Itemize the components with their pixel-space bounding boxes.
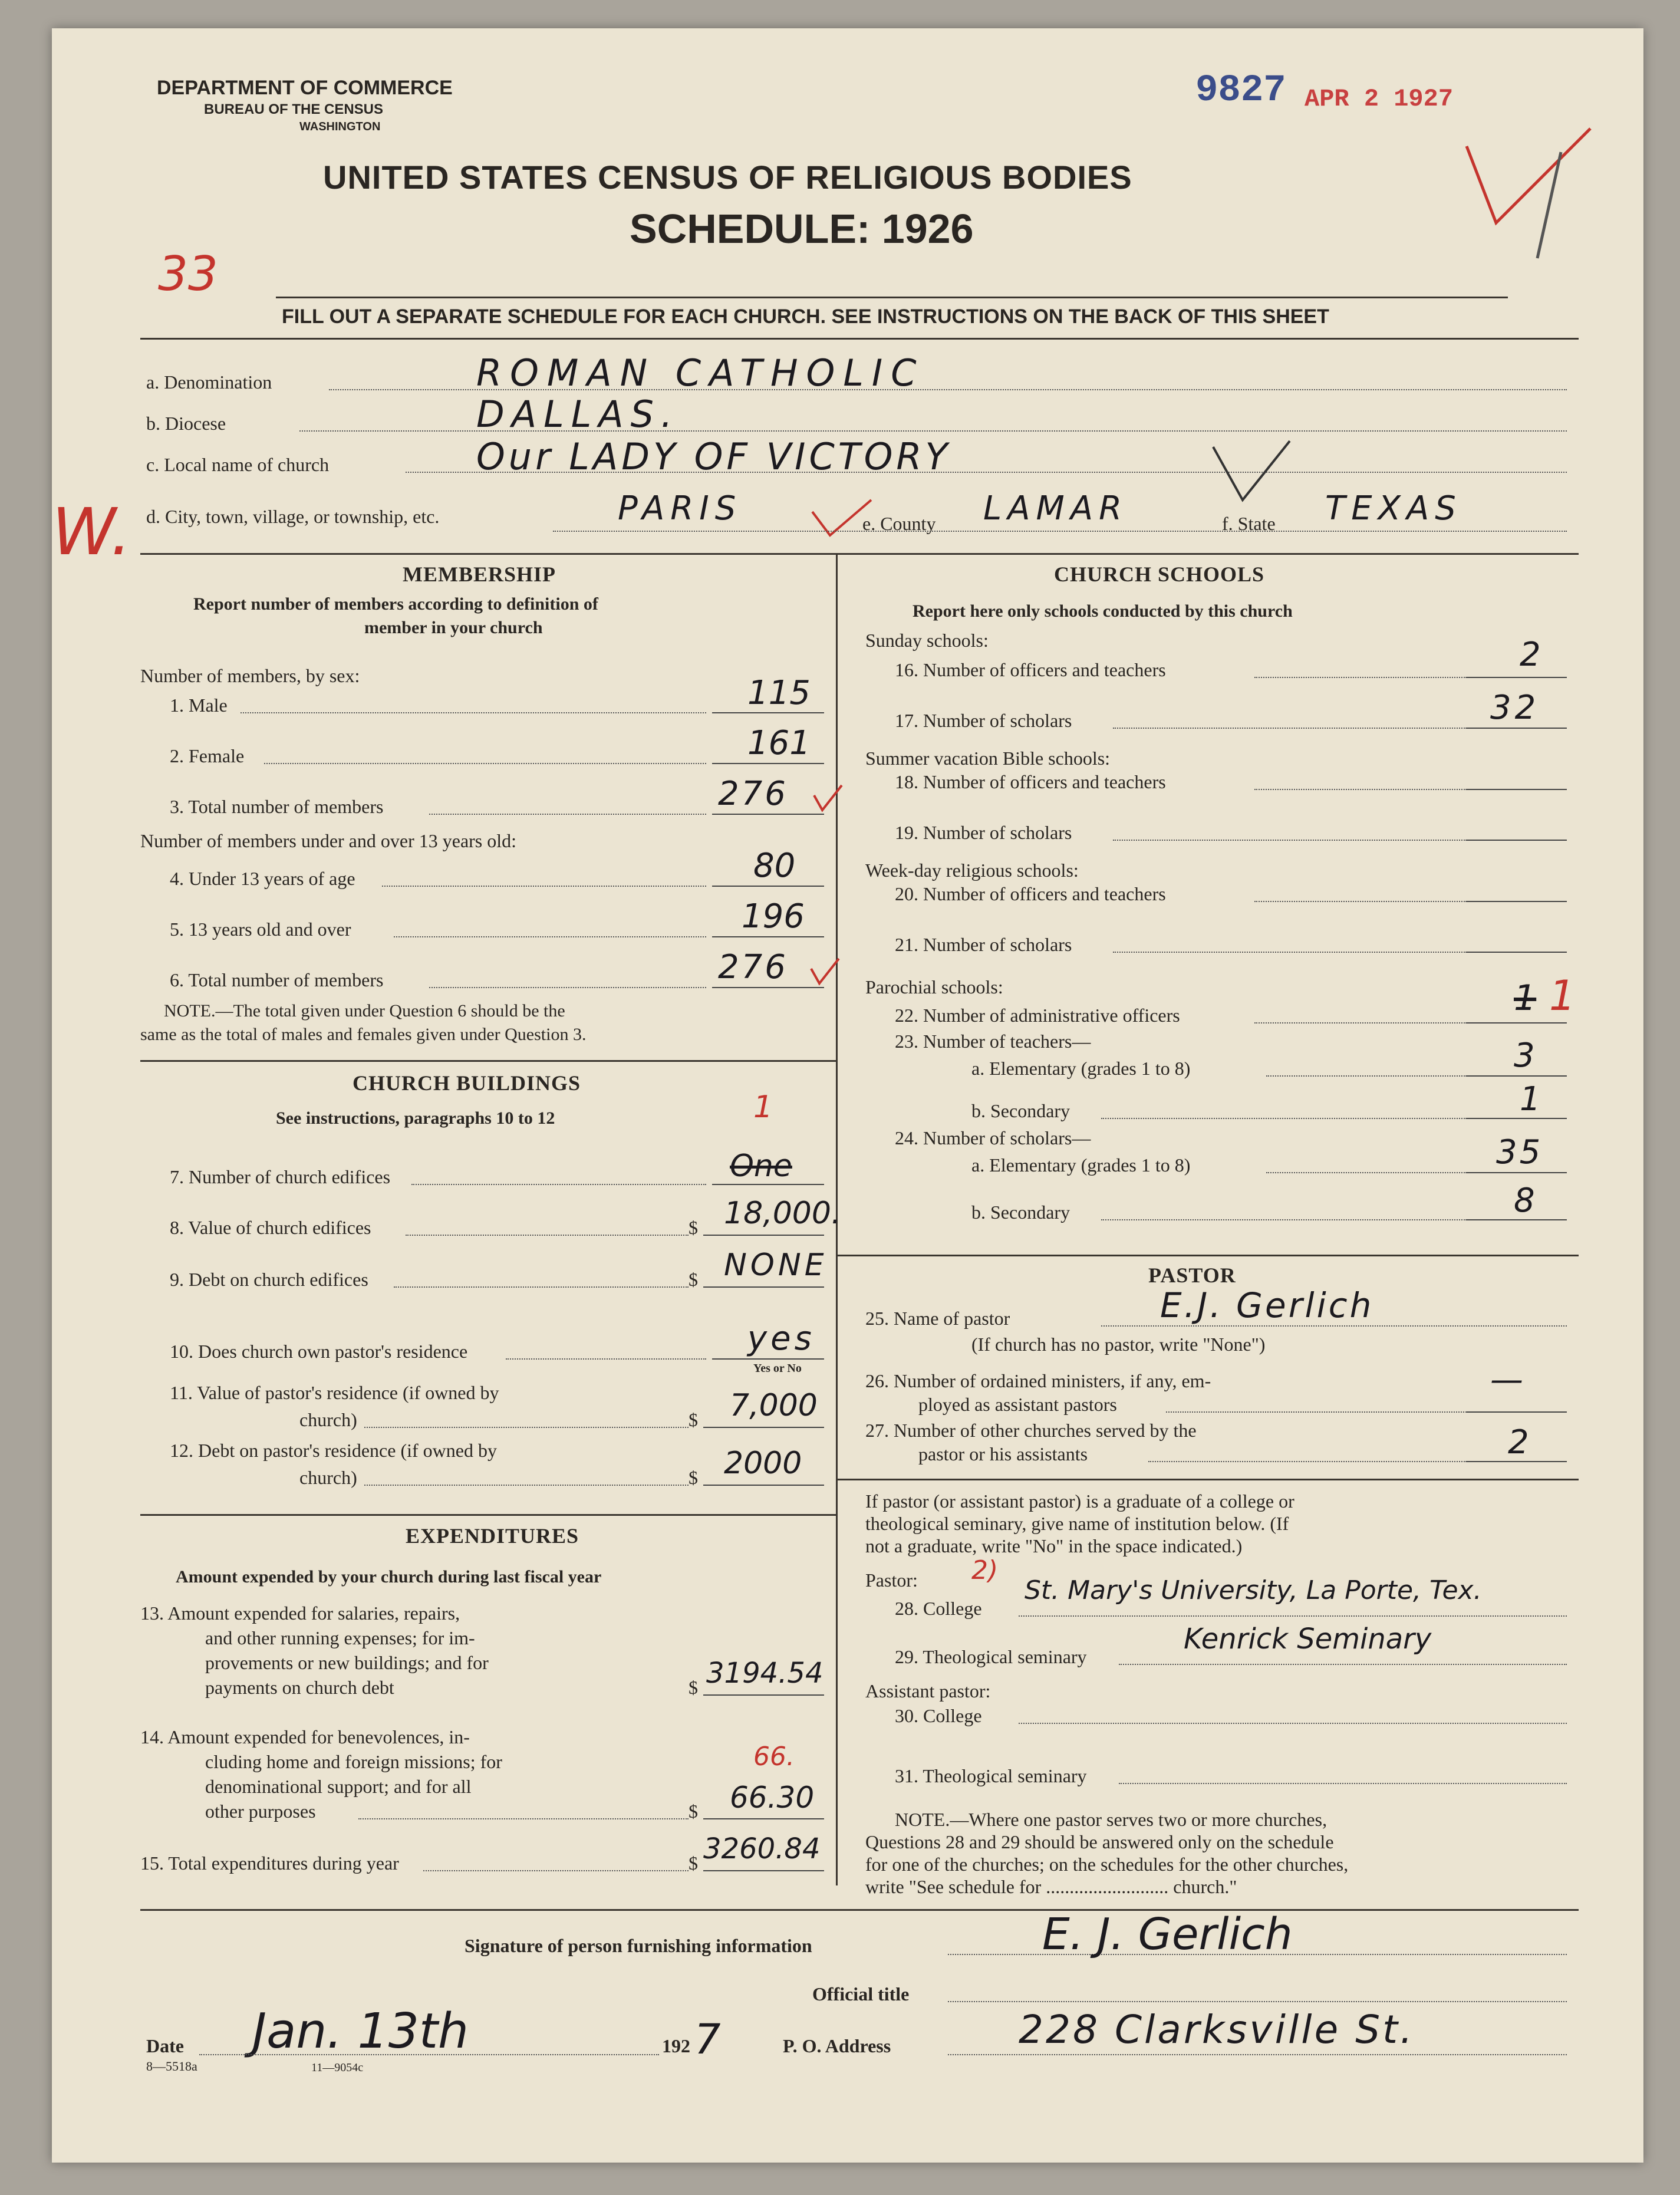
signature-value: E. J. Gerlich [1042, 1909, 1293, 1960]
schools-vacation: Summer vacation Bible schools: [865, 748, 1111, 769]
department-line: DEPARTMENT OF COMMERCE [157, 77, 453, 99]
value-q27: 2 [1508, 1423, 1529, 1462]
label-q2: 2. Female [170, 745, 245, 766]
label-q11-cont: church) [299, 1409, 357, 1430]
value-state: TEXAS [1325, 489, 1462, 528]
value-q14: 66.30 [730, 1781, 815, 1815]
date-value: Jan. 13th [252, 2003, 469, 2059]
label-q24: 24. Number of scholars— [895, 1127, 1091, 1148]
label-q8: 8. Value of church edifices [170, 1217, 371, 1238]
red-mark-33: 33 [158, 246, 218, 301]
value-q12: 2000 [724, 1446, 802, 1481]
label-q6: 6. Total number of members [170, 969, 384, 990]
schools-weekday: Week-day religious schools: [865, 860, 1079, 881]
red-q7-count: 1 [753, 1090, 773, 1125]
census-schedule-sheet [52, 28, 1643, 2163]
value-q1: 115 [747, 674, 811, 712]
label-q26: 26. Number of ordained ministers, if any, em- [865, 1370, 1211, 1391]
label-q17: 17. Number of scholars [895, 710, 1072, 731]
official-title-label: Official title [812, 1983, 910, 2005]
label-q16: 16. Number of officers and teachers [895, 659, 1166, 680]
membership-intro-1: Report number of members according to definition of [193, 594, 598, 614]
schools-sub: Report here only schools conducted by this church [913, 601, 1293, 621]
label-q15: 15. Total expenditures during year [140, 1852, 399, 1874]
value-q17: 32 [1490, 689, 1540, 727]
stamp-date: APR 2 1927 [1305, 85, 1454, 113]
label-q20: 20. Number of officers and teachers [895, 883, 1166, 904]
label-q13-d: payments on church debt [205, 1677, 394, 1698]
membership-intro-2: member in your church [364, 618, 543, 637]
label-q1: 1. Male [170, 695, 228, 716]
membership-note-1: NOTE.—The total given under Question 6 should be the [164, 1001, 565, 1021]
buildings-sub: See instructions, paragraphs 10 to 12 [276, 1108, 555, 1128]
buildings-heading: CHURCH BUILDINGS [353, 1071, 581, 1095]
label-q10: 10. Does church own pastor's residence [170, 1341, 468, 1362]
schools-heading: CHURCH SCHOOLS [1054, 562, 1265, 586]
label-q12: 12. Debt on pastor's residence (if owned by [170, 1440, 497, 1461]
schools-parochial: Parochial schools: [865, 976, 1003, 998]
dollar-sign-q9: $ [689, 1269, 698, 1290]
value-q25: E.J. Gerlich [1160, 1285, 1374, 1325]
value-q22: 1 [1514, 978, 1537, 1019]
dollar-sign-q11: $ [689, 1409, 698, 1430]
value-q8: 18,000. [724, 1196, 841, 1231]
checkmark-icon [809, 781, 845, 816]
dollar-sign-q15: $ [689, 1852, 698, 1874]
label-q11: 11. Value of pastor's residence (if owned by [170, 1382, 499, 1403]
po-address-label: P. O. Address [783, 2035, 891, 2056]
label-local-name: c. Local name of church [146, 454, 330, 475]
red-mark-w: W. [52, 494, 131, 570]
label-q23b: b. Secondary [971, 1100, 1070, 1121]
form-schedule: SCHEDULE: 1926 [630, 206, 974, 252]
membership-by-age: Number of members under and over 13 years old: [140, 830, 517, 851]
membership-by-sex: Number of members, by sex: [140, 665, 360, 686]
value-q16: 2 [1520, 636, 1541, 674]
label-q9: 9. Debt on church edifices [170, 1269, 368, 1290]
label-q26-cont: ployed as assistant pastors [918, 1394, 1117, 1415]
date-label: Date [146, 2035, 184, 2056]
label-q14-c: denominational support; and for all [205, 1776, 472, 1797]
label-q14-d: other purposes [205, 1801, 316, 1822]
instruction-line: FILL OUT A SEPARATE SCHEDULE FOR EACH CHURCH. SEE INSTRUCTIONS ON THE BACK OF THIS SHEET [282, 305, 1329, 328]
membership-heading: MEMBERSHIP [403, 562, 556, 586]
value-q7: One [730, 1148, 792, 1184]
dollar-sign-q14: $ [689, 1801, 698, 1822]
value-q6: 276 [718, 948, 788, 986]
signature-label: Signature of person furnishing information [465, 1935, 812, 1956]
value-diocese: DALLAS. [476, 393, 680, 436]
expenditures-sub: Amount expended by your church during last fiscal year [176, 1567, 602, 1587]
value-q9: NONE [724, 1248, 828, 1283]
schools-sunday: Sunday schools: [865, 630, 989, 651]
red-q22-value: 1 [1549, 972, 1576, 1020]
label-denomination: a. Denomination [146, 371, 272, 393]
value-q28: St. Mary's University, La Porte, Tex. [1025, 1575, 1482, 1605]
dollar-sign-q12: $ [689, 1467, 698, 1488]
value-q24a: 35 [1496, 1133, 1543, 1171]
stamp-number: 9827 [1195, 70, 1286, 112]
value-q3: 276 [718, 775, 788, 813]
assistant-pastor-label: Assistant pastor: [865, 1680, 991, 1702]
label-q31: 31. Theological seminary [895, 1765, 1087, 1786]
label-q24a: a. Elementary (grades 1 to 8) [971, 1154, 1191, 1176]
value-q23a: 3 [1514, 1036, 1535, 1075]
value-q11: 7,000 [730, 1388, 818, 1423]
label-q23: 23. Number of teachers— [895, 1031, 1091, 1052]
value-q26: — [1490, 1361, 1523, 1399]
pastor-note-4: write "See schedule for .......................... church." [865, 1876, 1237, 1897]
value-q15: 3260.84 [703, 1832, 821, 1865]
value-q13: 3194.54 [706, 1657, 823, 1690]
year-digit: 7 [694, 2015, 721, 2064]
pastor-note-3: for one of the churches; on the schedules for the other churches, [865, 1854, 1349, 1875]
label-q13-c: provements or new buildings; and for [205, 1652, 489, 1673]
print-code: 11—9054c [311, 2061, 364, 2074]
red-pastor-mark: 2) [971, 1555, 999, 1585]
graduate-note-3: not a graduate, write "No" in the space indicated.) [865, 1535, 1243, 1556]
label-q27: 27. Number of other churches served by the [865, 1420, 1197, 1441]
pastor-none-note: (If church has no pastor, write "None") [971, 1334, 1266, 1355]
label-q23a: a. Elementary (grades 1 to 8) [971, 1058, 1191, 1079]
label-q7: 7. Number of church edifices [170, 1166, 391, 1187]
label-q13-a: 13. Amount expended for salaries, repairs, [140, 1602, 460, 1624]
red-q14-value: 66. [753, 1742, 795, 1772]
label-city: d. City, town, village, or township, etc. [146, 506, 440, 527]
checkmark-icon [806, 954, 842, 989]
label-q5: 5. 13 years old and over [170, 919, 351, 940]
city-line: WASHINGTON [299, 120, 381, 133]
po-address-value: 228 Clarksville St. [1019, 2007, 1415, 2052]
label-q14-b: cluding home and foreign missions; for [205, 1751, 502, 1772]
value-q29: Kenrick Seminary [1184, 1623, 1432, 1656]
label-diocese: b. Diocese [146, 413, 226, 434]
value-q23b: 1 [1520, 1080, 1541, 1118]
pastor-note-2: Questions 28 and 29 should be answered only on the schedule [865, 1831, 1334, 1852]
label-q4: 4. Under 13 years of age [170, 868, 355, 889]
expenditures-heading: EXPENDITURES [406, 1524, 579, 1548]
bureau-line: BUREAU OF THE CENSUS [204, 101, 384, 117]
label-q12-cont: church) [299, 1467, 357, 1488]
yesno-hint: Yes or No [753, 1362, 802, 1375]
checkmark-icon [1207, 435, 1296, 512]
value-local-name: Our LADY OF VICTORY [476, 435, 951, 478]
value-county: LAMAR [983, 489, 1128, 528]
label-q25: 25. Name of pastor [865, 1308, 1010, 1329]
label-q14-a: 14. Amount expended for benevolences, in- [140, 1726, 470, 1748]
membership-note-2: same as the total of males and females given under Question 3. [140, 1025, 587, 1044]
label-q27-cont: pastor or his assistants [918, 1443, 1088, 1465]
form-code: 8—5518a [146, 2059, 197, 2074]
label-q28: 28. College [895, 1598, 982, 1619]
value-q2: 161 [747, 724, 811, 762]
label-q24b: b. Secondary [971, 1202, 1070, 1223]
form-title: UNITED STATES CENSUS OF RELIGIOUS BODIES [323, 159, 1132, 196]
value-city: PARIS [618, 489, 742, 528]
label-county: e. County [862, 513, 936, 534]
pastor-note-1: NOTE.—Where one pastor serves two or more churches, [895, 1809, 1327, 1830]
graduate-note-2: theological seminary, give name of institution below. (If [865, 1513, 1289, 1534]
label-q30: 30. College [895, 1705, 982, 1726]
label-q21: 21. Number of scholars [895, 934, 1072, 955]
stroke-mark-icon [1526, 146, 1579, 264]
label-state: f. State [1222, 513, 1276, 534]
label-q13-b: and other running expenses; for im- [205, 1627, 475, 1648]
pastor-heading: PASTOR [1148, 1263, 1236, 1287]
value-q10: yes [747, 1319, 815, 1358]
value-denomination: ROMAN CATHOLIC [476, 351, 925, 394]
label-q29: 29. Theological seminary [895, 1646, 1087, 1667]
value-q24b: 8 [1514, 1182, 1535, 1220]
year-prefix: 192 [662, 2035, 690, 2056]
pastor-label: Pastor: [865, 1569, 918, 1591]
dollar-sign-q13: $ [689, 1677, 698, 1698]
label-q18: 18. Number of officers and teachers [895, 771, 1166, 792]
label-q22: 22. Number of administrative officers [895, 1005, 1180, 1026]
label-q3: 3. Total number of members [170, 796, 384, 817]
value-q5: 196 [742, 897, 805, 936]
dollar-sign-q8: $ [689, 1217, 698, 1238]
label-q19: 19. Number of scholars [895, 822, 1072, 843]
graduate-note-1: If pastor (or assistant pastor) is a graduate of a college or [865, 1490, 1294, 1512]
value-q4: 80 [753, 847, 796, 885]
